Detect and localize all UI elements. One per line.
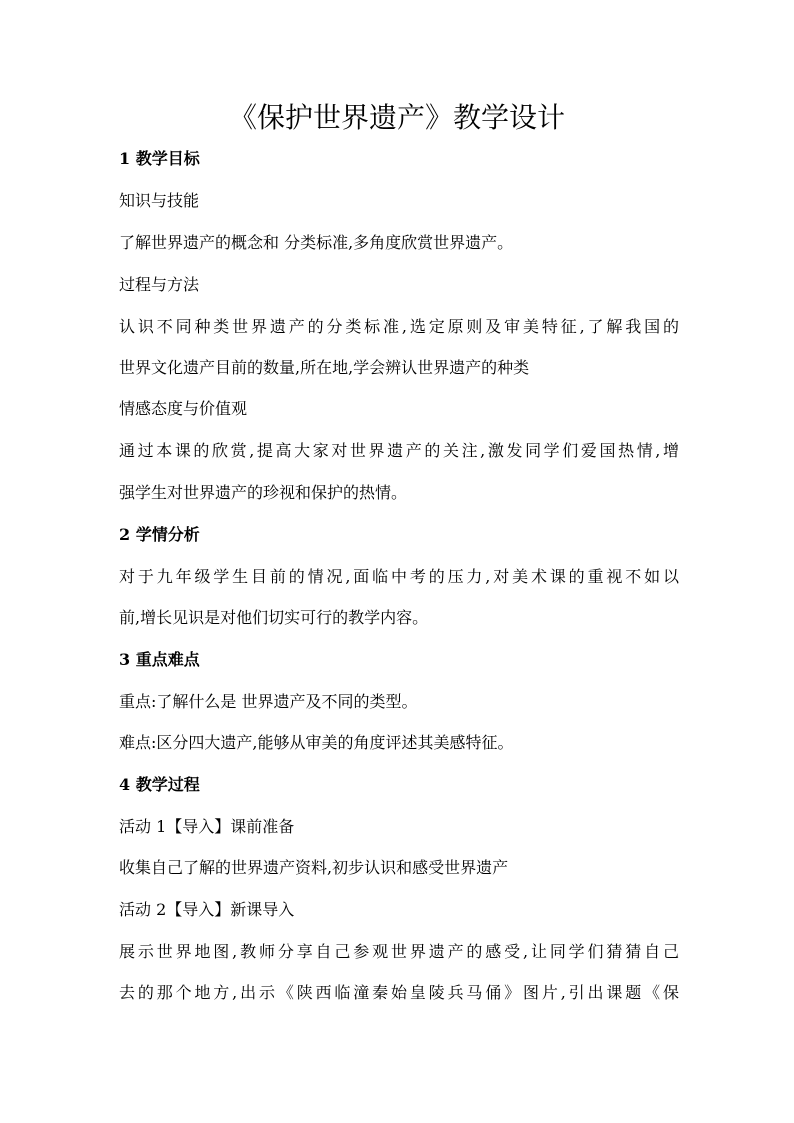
paragraph-line: 收集自己了解的世界遗产资料,初步认识和感受世界遗产 [119,858,509,877]
section-heading-teaching-goals: 1 教学目标 [119,149,200,168]
paragraph-line: 难点:区分四大遗产,能够从审美的角度评述其美感特征。 [119,733,514,752]
subheading-knowledge-skills: 知识与技能 [119,191,200,210]
paragraph-line: 认识不同种类世界遗产的分类标准,选定原则及审美特征,了解我国的 [119,317,679,336]
subheading-emotion-values: 情感态度与价值观 [119,399,248,418]
activity-heading: 活动 1【导入】课前准备 [119,817,295,836]
paragraph-line: 展示世界地图,教师分享自己参观世界遗产的感受,让同学们猜猜自己 [119,942,679,961]
section-heading-key-points: 3 重点难点 [119,650,200,669]
section-heading-learning-analysis: 2 学情分析 [119,525,200,544]
section-heading-teaching-process: 4 教学过程 [119,775,200,794]
document-title: 《保护世界遗产》教学设计 [228,101,565,134]
paragraph-line: 前,增长见识是对他们切实可行的教学内容。 [119,608,429,627]
paragraph-line: 去的那个地方,出示《陕西临潼秦始皇陵兵马俑》图片,引出课题《保 [119,983,679,1002]
paragraph-line: 了解世界遗产的概念和 分类标准,多角度欣赏世界遗产。 [119,233,514,252]
paragraph-line: 世界文化遗产目前的数量,所在地,学会辨认世界遗产的种类 [119,358,530,377]
paragraph-line: 对于九年级学生目前的情况,面临中考的压力,对美术课的重视不如以 [119,567,679,586]
subheading-process-methods: 过程与方法 [119,275,200,294]
paragraph-line: 重点:了解什么是 世界遗产及不同的类型。 [119,692,418,711]
paragraph-line: 强学生对世界遗产的珍视和保护的热情。 [119,483,408,502]
activity-heading: 活动 2【导入】新课导入 [119,900,295,919]
paragraph-line: 通过本课的欣赏,提高大家对世界遗产的关注,激发同学们爱国热情,增 [119,441,679,460]
